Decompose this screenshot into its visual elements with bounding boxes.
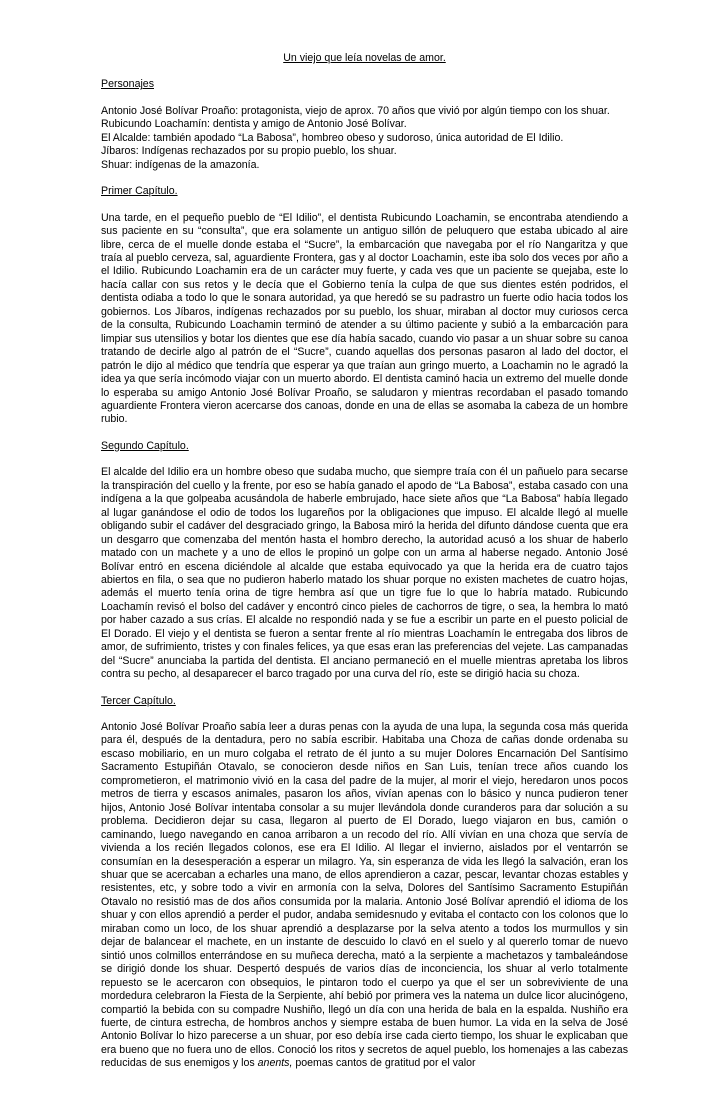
chapter-2-heading: Segundo Capítulo. bbox=[101, 439, 189, 452]
character-item: Antonio José Bolívar Proaño: protagonista, viejo de aprox. 70 años que vivió por algún tiempo con los shuar. bbox=[101, 104, 610, 117]
chapter-1-heading: Primer Capítulo. bbox=[101, 185, 178, 198]
character-item: Rubicundo Loachamín: dentista y amigo de Antonio José Bolívar. bbox=[101, 118, 407, 131]
characters-list bbox=[101, 105, 628, 172]
chapter-3-body: Antonio José Bolívar Proaño sabía leer a duras penas con la ayuda de una lupa, la segunda cosa más querida para él, después de la dentadura, pero no sabía escribir. Habitaba una Choza de cañas donde ordenaba su escaso mobiliario, en un muro colgaba el retrato de él junto a su mujer Dolores Encarnación Del Santísimo Sacramento Estupiñán Otavalo, se conocieron desde niños en San Luis, tenían trece años cuando los comprometieron, el matrimonio vivió en la casa del padre de la mujer, al morir el viejo, heredaron unos pocos metros de tierra y escasos animales, pasaron los años, vivían apenas con lo básico y nunca pudieron tener hijos, Antonio José Bolívar intentaba consolar a su mujer llevándola donde curanderos para dar solución a su problema. Decidieron dejar su casa, llegaron al puerto de El Dorado, luego viajaron en bus, camión o caminando, luego navegando en canoa arribaron a un recodo del río. Allí vivían en una choza que servía de vivienda a los recién llegados colonos, ese era El Idilio. Al llegar el invierno, aislados por el ventarrón se consumían en la desesperación a esperar un milagro. Ya, sin esperanza de vida les llegó la salvación, eran los shuar que se acercaban a echarles una mano, de ellos aprendieron a cazar, pescar, levantar chozas estables y resistentes, etc, y sobre todo a vivir en armonía con la selva, Dolores del Santísimo Sacramento Estupiñán Otavalo no resistió mas de dos años consumida por la malaria. Antonio José Bolívar aprendió el idioma de los shuar y con ellos aprendió a perder el pudor, andaba semidesnudo y evitaba el contacto con los colonos que lo miraban como un loco, de los shuar aprendió a desplazarse por la selva atento a todos los murmullos y sin dejar de balancear el machete, en un instante de descuido lo clavó en el suelo y al quererlo tomar de nuevo sintió unos colmillos enterrándose en su muñeca derecha, mató a la serpiente a machetazos y tambaleándose se dirigió donde los shuar. Despertó después de varios días de inconciencia, los shuar al verlo totalmente repuesto se le acercaron con obsequios, le pintaron todo el cuerpo ya que el ser un sobreviviente de una mordedura celebraron la Fiesta de la Serpiente, ahí bebió por primera ves la natema un dulce licor alucinógeno, compartió la bebida con su compadre Nushiño, llegó un día con una herida de bala en la espalda. Nushiño era fuerte, de cintura estrecha, de hombros anchos y siempre estaba de buen humor. La vida en la selva de José Antonio Bolívar lo hizo parecerse a un shuar, por eso debía irse cada cierto tiempo, los shuar le explicaban que era bueno que no fuera uno de ellos. Conoció los ritos y secretos de aquel pueblo, los homenajes a las cabezas reducidas de sus enemigos y los bbox=[101, 721, 628, 1070]
chapter-3-text bbox=[101, 721, 628, 1071]
character-item: El Alcalde: también apodado “La Babosa”, hombreo obeso y sudoroso, única autoridad de El Idilio. bbox=[101, 131, 564, 144]
chapter-2-text: El alcalde del Idilio era un hombre obeso que sudaba mucho, que siempre traía con él un pañuelo para secarse la transpiración del cuello y la frente, por eso se había ganado el apodo de “La Babosa”, estaba casado con una indígena a la que golpeaba acusándola de haberle embrujado, hace siete años que “La Babosa” había llegado al lugar ganándose el odio de todos los lugareños por la obligaciones que impuso. El alcalde llegó al muelle obligando subir el cadáver del desgraciado gringo, la Babosa miró la herida del difunto dándose cuenta que era un desgarro que comenzaba del mentón hasta el hombro derecho, la autoridad acusó a los shuar de haberlo matado con un machete y a uno de ellos le propinó un golpe con un arma al haberse negado. Antonio José Bolívar entró en escena diciéndole al alcalde que estaba equivocado ya que la herida era de cuatro tajos abiertos en fila, o sea que no pudieron haberlo matado los shuar porque no existen machetes de cuatro hojas, además el muerto tenía orina de tigre hembra así que un tigre fue lo que lo habría matado. Rubicundo Loachamín revisó el bolso del cadáver y encontró cinco pieles de cachorros de tigre, o sea, la hembra lo mató por haber cazado a sus crías. El alcalde no respondió nada y se fue a escribir un parte en el puesto policial de El Dorado. El viejo y el dentista se fueron a sentar frente al río mientras Loachamín le entregaba dos libros de amor, de sufrimiento, tristes y con finales felices, ya que esas eran las preferencias del vejete. Las campanadas del “Sucre” anunciaba la partida del dentista. El anciano permaneció en el muelle mientras apretaba los libros contra su pecho, al desaparecer el barco tragado por una curva del río, este se dirigió hacia su choza. bbox=[101, 466, 628, 681]
document-title: Un viejo que leía novelas de amor. bbox=[283, 52, 446, 64]
chapter-1-text: Una tarde, en el pequeño pueblo de “El Idilio”, el dentista Rubicundo Loachamin, se encontraba atendiendo a sus paciente en su “consulta”, que era solamente un antiguo sillón de peluquero que estaba ubicado al aire libre, cerca de el muelle donde estaba el “Sucre”, la embarcación que navegaba por el río Nangaritza y que traía al pueblo cerveza, sal, aguardiente Frontera, gas y al doctor Loachamin, este iba solo dos veces por año a el Idilio. Rubicundo Loachamin era de un carácter muy fuerte, y cada ves que un paciente se quejaba, este lo hacía callar con sus retos y le decía que el Gobierno tenía la culpa de que sus dientes estén podridos, el dentista odiaba a todo lo que le sonara autoridad, ya que heredó se su padrastro un fuerte odio hacia todos los gobiernos. Los Jíbaros, indígenas rechazados por su pueblo, los shuar, miraban al doctor muy curiosos cerca de la consulta, Rubicundo Loachamin terminó de atender a su último paciente y subió a la embarcación para limpiar sus utensilios y botar los dientes que ese día había sacado, cuando vio pasar a un shuar sobre su canoa tratando de decirle algo al patrón de el “Sucre”, cuando aquellas dos personas pasaron al lado del doctor, el patrón le dijo al médico que tendría que esperar ya que traían aun gringo muerto, a Loachamin no le agradó la idea ya que sería incómodo viajar con un muerto abordo. El dentista caminó hacia un extremo del muelle donde lo esperaba su amigo Antonio José Bolívar Proaño, se saludaron y mientras recordaban el pasado tomando aguardiente Frontera vieron acercarse dos canoas, donde en una de ellas se asomaba la cabeza de un hombre rubio. bbox=[101, 211, 628, 426]
character-item: Jíbaros: Indígenas rechazados por su propio pueblo, los shuar. bbox=[101, 145, 397, 158]
characters-heading: Personajes bbox=[101, 78, 154, 91]
chapter-3-body-end: poemas cantos de gratitud por el valor bbox=[295, 1057, 476, 1070]
chapter-3-italic-term: anents, bbox=[257, 1057, 293, 1070]
chapter-3-heading: Tercer Capítulo. bbox=[101, 694, 176, 707]
character-item: Shuar: indígenas de la amazonía. bbox=[101, 158, 260, 171]
